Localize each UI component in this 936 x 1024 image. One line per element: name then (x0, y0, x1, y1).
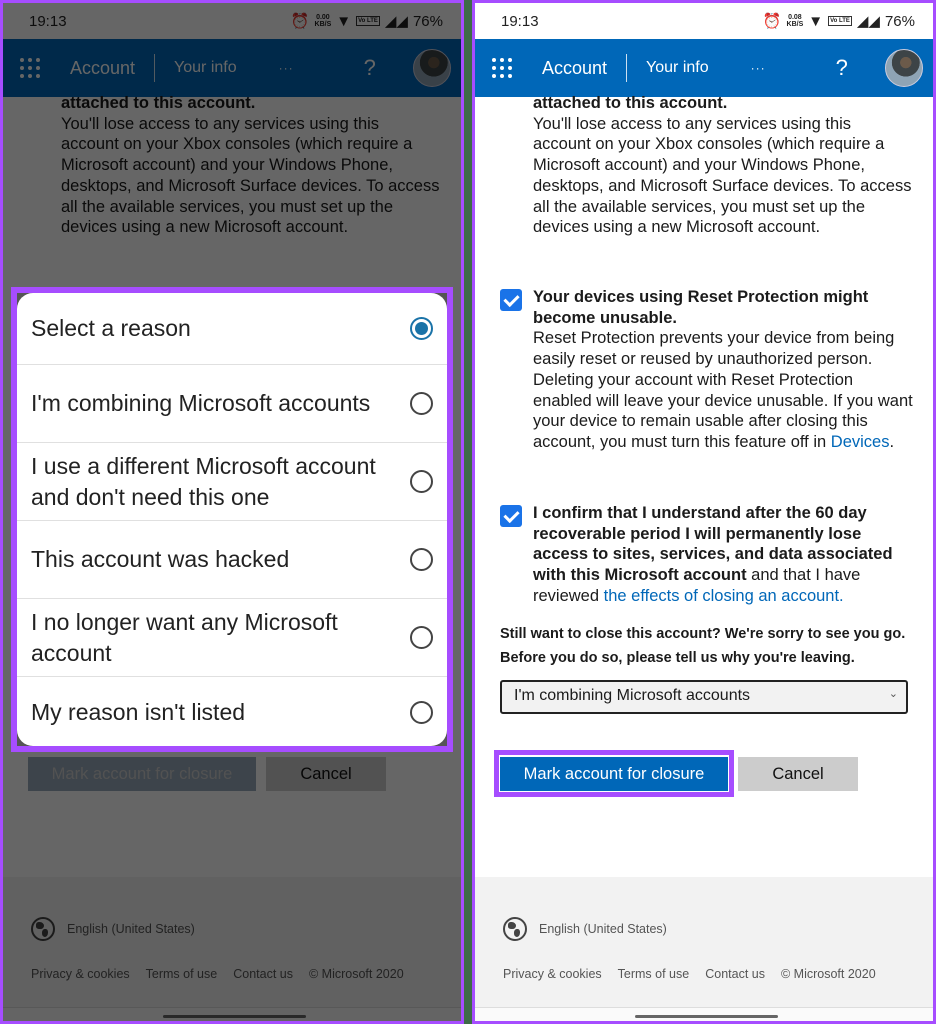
page-content (475, 94, 933, 1021)
confirm-checkbox[interactable] (500, 505, 522, 527)
reason-option[interactable]: I'm combining Microsoft accounts (17, 365, 447, 443)
confirm-statement: I confirm that I understand after the 60 day recoverable period I will permanently lose access to sites, services, and data associated with this Microsoft account and that I have reviewed the effects of closing an account. (533, 504, 893, 605)
help-icon[interactable]: ? (835, 55, 848, 80)
reason-dropdown[interactable]: I'm combining Microsoft accounts ⌄ (500, 680, 908, 714)
devices-link[interactable]: Devices (830, 432, 890, 451)
privacy-link[interactable]: Privacy & cookies (503, 967, 602, 981)
reason-option[interactable]: I use a different Microsoft account and don't need this one (17, 443, 447, 521)
lte-icon: Vo LTE (830, 18, 850, 24)
reason-option[interactable]: I no longer want any Microsoft account (17, 599, 447, 677)
alarm-icon: ⏰ (762, 13, 782, 30)
nav-account-title[interactable]: Account (542, 57, 608, 78)
nav-more-icon[interactable]: ··· (750, 61, 766, 75)
home-indicator[interactable] (635, 1015, 778, 1018)
reason-picker-sheet (17, 293, 447, 746)
reason-option[interactable]: Select a reason (17, 293, 447, 365)
footer (475, 877, 933, 1007)
right-screenshot-panel (472, 0, 936, 1024)
globe-icon (503, 917, 527, 941)
nav-your-info[interactable]: Your info (646, 59, 709, 76)
reason-sheet-highlight (11, 287, 453, 752)
cancel-button[interactable]: Cancel (738, 757, 858, 791)
top-navbar (475, 39, 933, 97)
status-bar (475, 3, 933, 39)
reset-protection-checkbox[interactable] (500, 289, 522, 311)
close-reason-prompt: Still want to close this account? We're sorry to see you go. Before you do so, please tell us why you're leaving. (500, 626, 906, 666)
network-speed: 0.08 KB/S (786, 14, 804, 28)
reason-option[interactable]: My reason isn't listed (17, 677, 447, 746)
radio-icon[interactable] (410, 470, 433, 493)
nav-divider (626, 54, 627, 82)
reset-protection-warning: Your devices using Reset Protection might become unusable. Reset Protection prevents your device from being easily reset or reused by unauthorized person. Deleting your account with Reset Protection enabled will leave your device unusable. If you want your device to remain usable after closing this account, you must turn this feature off in Devices. (533, 288, 913, 451)
chevron-down-icon: ⌄ (888, 688, 898, 700)
radio-icon[interactable] (410, 392, 433, 415)
signal-icon: ◢◢ (856, 13, 880, 30)
radio-icon[interactable] (410, 548, 433, 571)
avatar[interactable] (885, 49, 923, 87)
wifi-icon: ▼ (808, 12, 824, 30)
reason-option[interactable]: This account was hacked (17, 521, 447, 599)
radio-icon[interactable] (410, 701, 433, 724)
contact-link[interactable]: Contact us (705, 967, 765, 981)
battery-level: 76% (884, 12, 915, 30)
status-time: 19:13 (501, 12, 539, 30)
footer-links (503, 967, 876, 981)
radio-selected-icon[interactable] (410, 317, 433, 340)
mark-closure-button[interactable]: Mark account for closure (500, 757, 728, 791)
app-launcher-icon[interactable] (492, 56, 516, 80)
xbox-warning: attached to this account. You'll lose access to any services using this account on your Xbox consoles (which require a Microsoft account) and your Windows Phone, desktops, and Microsoft Surface devices. To access all the available services, you must set up the devices using a new Microsoft account. (533, 94, 912, 237)
left-screenshot-panel (0, 0, 464, 1024)
effects-link[interactable]: the effects of closing an account. (603, 586, 844, 605)
gesture-bar (475, 1007, 933, 1024)
copyright: © Microsoft 2020 (780, 967, 876, 981)
language-selector[interactable]: English (United States) (503, 917, 667, 941)
terms-link[interactable]: Terms of use (617, 967, 690, 981)
radio-icon[interactable] (410, 626, 433, 649)
